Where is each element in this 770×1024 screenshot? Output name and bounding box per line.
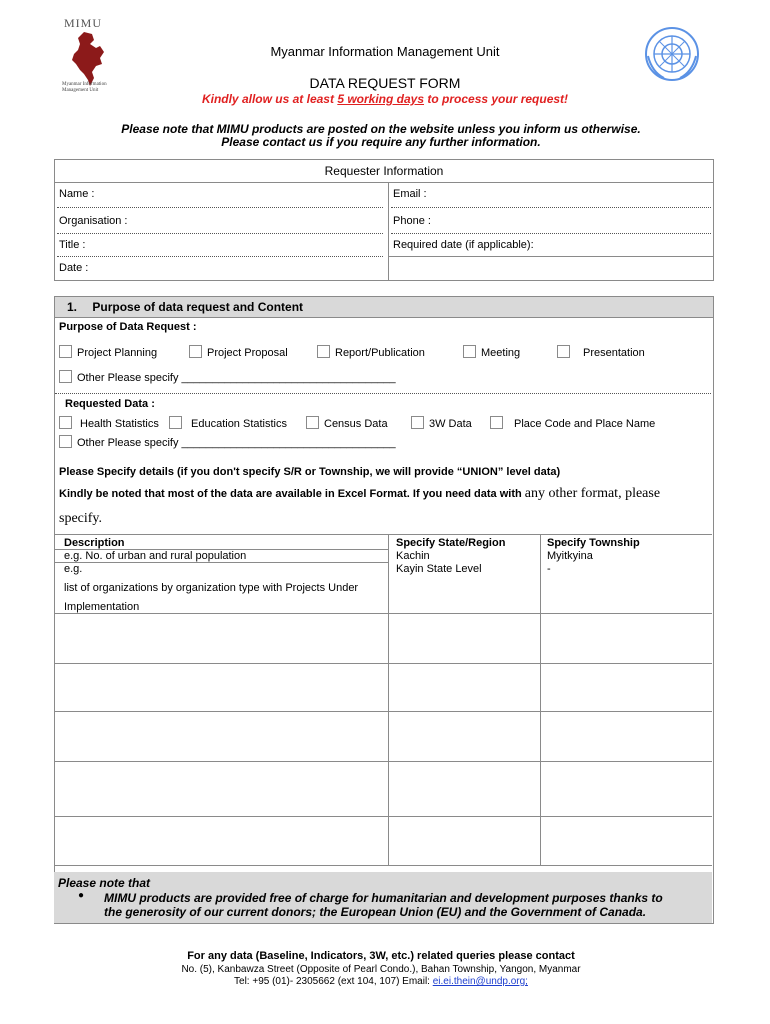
checkbox[interactable] — [463, 345, 476, 358]
requester-info-box — [54, 159, 714, 281]
option-label: Presentation — [583, 347, 645, 359]
option-label: Place Code and Place Name — [514, 418, 656, 430]
requester-divider — [388, 182, 389, 280]
section-title: Purpose of data request and Content — [92, 300, 304, 314]
table-row[interactable] — [54, 762, 712, 816]
option-label: Report/Publication — [335, 347, 425, 359]
bullet-icon: ● — [78, 890, 85, 901]
footer-tel: Tel: +95 (01)- 2305662 (ext 104, 107) Email: — [234, 976, 433, 987]
footer-contact-title: For any data (Baseline, Indicators, 3W, etc.) related queries please contact — [187, 950, 575, 962]
date-field[interactable]: Date : — [59, 262, 89, 274]
option-presentation[interactable] — [557, 345, 645, 359]
header-state-region: Specify State/Region — [396, 537, 506, 549]
example2-description-a: e.g. — [64, 563, 83, 575]
data-place-code[interactable] — [490, 416, 655, 430]
checkbox[interactable] — [59, 370, 72, 383]
example1-description: e.g. No. of urban and rural population — [64, 550, 247, 562]
checkbox[interactable] — [59, 345, 72, 358]
footer-address: No. (5), Kanbawza Street (Opposite of Pearl Condo.), Bahan Township, Yangon, Myanmar — [181, 964, 581, 975]
notice-days: 5 working days — [337, 92, 425, 106]
table-row[interactable] — [54, 817, 712, 864]
processing-notice — [0, 92, 770, 106]
option-label: Census Data — [324, 418, 388, 430]
checkbox[interactable] — [411, 416, 424, 429]
specification-table — [54, 534, 712, 866]
purpose-section — [54, 296, 714, 924]
option-label: Project Planning — [77, 347, 158, 359]
option-label: Meeting — [481, 347, 521, 359]
requester-info-title: Requester Information — [55, 160, 713, 183]
example2-state: Kayin State Level — [396, 563, 482, 575]
excel-note-part3: specify. — [59, 511, 103, 526]
table-row[interactable] — [54, 614, 712, 663]
example-row-2 — [54, 563, 712, 613]
example1-township: Myitkyina — [547, 550, 593, 562]
example1-state: Kachin — [396, 550, 430, 562]
org-name: Myanmar Information Management Unit — [270, 44, 500, 59]
donor-note-title: Please note that — [58, 876, 151, 890]
requested-data-label: Requested Data : — [65, 398, 155, 410]
purpose-label: Purpose of Data Request : — [59, 321, 197, 333]
example2-township: - — [547, 563, 551, 575]
required-date-field[interactable]: Required date (if applicable): — [393, 239, 534, 251]
option-report-publication[interactable] — [317, 345, 425, 359]
form-title: DATA REQUEST FORM — [309, 75, 461, 91]
checkbox[interactable] — [59, 416, 72, 429]
example2-description-b: list of organizations by organization type with Projects Under — [64, 582, 359, 594]
option-other-purpose[interactable] — [59, 370, 396, 384]
excel-note-part1: Kindly be noted that most of the data are available in Excel Format. If you need data with — [59, 488, 525, 500]
website-note-line1: Please note that MIMU products are posted on the website unless you inform us otherwise. — [121, 122, 641, 136]
checkbox[interactable] — [557, 345, 570, 358]
data-3w[interactable] — [411, 416, 472, 430]
option-project-proposal[interactable] — [189, 345, 288, 359]
table-row[interactable] — [54, 712, 712, 761]
data-health-statistics[interactable] — [59, 416, 159, 430]
option-label: Education Statistics — [191, 418, 287, 430]
header-township: Specify Township — [547, 537, 640, 549]
email-link[interactable]: ei.ei.thein@undp.org; — [432, 976, 528, 987]
option-project-planning[interactable] — [59, 345, 157, 359]
other-data-label[interactable]: Other Please specify ___________________________________ — [77, 437, 396, 449]
phone-field[interactable]: Phone : — [393, 215, 431, 227]
notice-prefix: Kindly allow us at least — [201, 92, 338, 106]
donor-note — [54, 872, 712, 924]
option-meeting[interactable] — [463, 345, 520, 359]
example2-description-c: Implementation — [64, 601, 140, 613]
donor-note-line2: the generosity of our current donors; the European Union (EU) and the Government of Canada. — [104, 905, 647, 919]
website-note-line2: Please contact us if you require any further information. — [221, 135, 541, 149]
other-purpose-label[interactable]: Other Please specify ___________________________________ — [77, 372, 396, 384]
required-date-divider — [389, 256, 713, 257]
notice-suffix: to process your request! — [424, 92, 569, 106]
purpose-section-header — [54, 296, 714, 318]
checkbox[interactable] — [169, 416, 182, 429]
checkbox[interactable] — [490, 416, 503, 429]
data-education-statistics[interactable] — [169, 416, 287, 430]
excel-format-note — [59, 486, 660, 502]
donor-note-line1: MIMU products are provided free of charge for humanitarian and development purposes thanks to — [104, 891, 663, 905]
header-description: Description — [64, 537, 125, 549]
name-field[interactable]: Name : — [59, 188, 95, 200]
data-census[interactable] — [306, 416, 388, 430]
mimu-logo-subtitle: Myanmar Information Management Unit — [62, 82, 107, 93]
title-field[interactable]: Title : — [59, 239, 86, 251]
checkbox[interactable] — [59, 435, 72, 448]
mimu-logo-name: MIMU — [64, 16, 103, 30]
footer-tel-email — [0, 976, 762, 987]
checkbox[interactable] — [317, 345, 330, 358]
section-number: 1. — [67, 300, 78, 314]
checkbox[interactable] — [189, 345, 202, 358]
organisation-field[interactable]: Organisation : — [59, 215, 128, 227]
specify-details-note: Please Specify details (if you don't specify S/R or Township, we will provide “UNION” level data) — [59, 466, 561, 478]
option-label: 3W Data — [429, 418, 472, 430]
email-field[interactable]: Email : — [393, 188, 427, 200]
data-other[interactable] — [59, 435, 396, 449]
option-label: Project Proposal — [207, 347, 288, 359]
option-label: Health Statistics — [80, 418, 159, 430]
table-row[interactable] — [54, 664, 712, 711]
excel-note-part2: any other format, please — [524, 486, 661, 501]
checkbox[interactable] — [306, 416, 319, 429]
